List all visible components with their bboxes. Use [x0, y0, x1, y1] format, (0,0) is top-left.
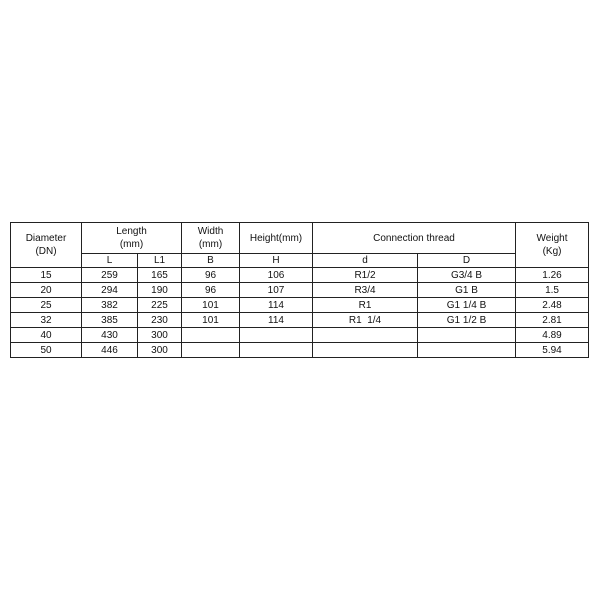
table-cell: 230 — [138, 313, 182, 328]
spec-table — [10, 222, 589, 358]
table-cell: 96 — [182, 283, 240, 298]
header-length — [82, 223, 182, 254]
table-cell: 101 — [182, 298, 240, 313]
table-cell — [182, 328, 240, 343]
table-cell — [240, 328, 313, 343]
table-cell — [313, 343, 418, 358]
table-row — [11, 328, 589, 343]
table-cell: R1 1/4 — [313, 313, 418, 328]
header-connection-thread — [313, 223, 516, 254]
table-cell: 25 — [11, 298, 82, 313]
table-cell: 50 — [11, 343, 82, 358]
table-row — [11, 283, 589, 298]
table-cell: 2.81 — [516, 313, 589, 328]
table-cell — [418, 343, 516, 358]
table-row — [11, 298, 589, 313]
table-cell: 15 — [11, 268, 82, 283]
header-length-unit: (mm) — [119, 239, 144, 250]
header-width — [182, 223, 240, 254]
header-weight-label: Weight — [536, 233, 568, 244]
header-width-unit: (mm) — [198, 239, 223, 250]
header-weight-unit: (Kg) — [542, 246, 562, 257]
header-diameter-unit: (DN) — [35, 246, 57, 257]
table-cell: 382 — [82, 298, 138, 313]
header-height-label: Height(mm) — [249, 232, 303, 244]
table-row — [11, 268, 589, 283]
table-row — [11, 343, 589, 358]
subheader-cell: L1 — [138, 254, 182, 268]
table-cell — [182, 343, 240, 358]
table-cell: 101 — [182, 313, 240, 328]
table-cell: R1/2 — [313, 268, 418, 283]
table-cell: 190 — [138, 283, 182, 298]
table-row — [11, 313, 589, 328]
table-cell — [418, 328, 516, 343]
table-cell: 106 — [240, 268, 313, 283]
table-cell: 1.5 — [516, 283, 589, 298]
table-cell: 300 — [138, 343, 182, 358]
subheader-cell: D — [418, 254, 516, 268]
header-height — [240, 223, 313, 254]
table-cell: G1 1/2 B — [418, 313, 516, 328]
subheader-cell: d — [313, 254, 418, 268]
table-cell: 430 — [82, 328, 138, 343]
table-cell: 300 — [138, 328, 182, 343]
table-cell: 446 — [82, 343, 138, 358]
header-connection-label: Connection thread — [373, 232, 455, 244]
table-cell: 385 — [82, 313, 138, 328]
table-cell: 20 — [11, 283, 82, 298]
table-cell: 40 — [11, 328, 82, 343]
table-cell: 32 — [11, 313, 82, 328]
header-weight — [516, 223, 589, 268]
table-cell — [240, 343, 313, 358]
table-cell: 2.48 — [516, 298, 589, 313]
table-cell: 96 — [182, 268, 240, 283]
header-diameter-label: Diameter — [25, 233, 67, 244]
table-cell: 4.89 — [516, 328, 589, 343]
header-diameter — [11, 223, 82, 268]
subheader-cell: H — [240, 254, 313, 268]
header-width-label: Width — [197, 226, 224, 237]
table-cell: 114 — [240, 298, 313, 313]
header-length-label: Length — [116, 226, 147, 237]
table-cell: 1.26 — [516, 268, 589, 283]
table-cell: G3/4 B — [418, 268, 516, 283]
subheader-cell: B — [182, 254, 240, 268]
table-cell: 165 — [138, 268, 182, 283]
table-cell — [313, 328, 418, 343]
table-cell: R1 — [313, 298, 418, 313]
table-cell: 107 — [240, 283, 313, 298]
table-cell: 294 — [82, 283, 138, 298]
subheader-cell: L — [82, 254, 138, 268]
table-cell: 114 — [240, 313, 313, 328]
table-cell: 225 — [138, 298, 182, 313]
table-cell: 5.94 — [516, 343, 589, 358]
table-cell: 259 — [82, 268, 138, 283]
table-cell: G1 1/4 B — [418, 298, 516, 313]
table-cell: G1 B — [418, 283, 516, 298]
table-cell: R3/4 — [313, 283, 418, 298]
